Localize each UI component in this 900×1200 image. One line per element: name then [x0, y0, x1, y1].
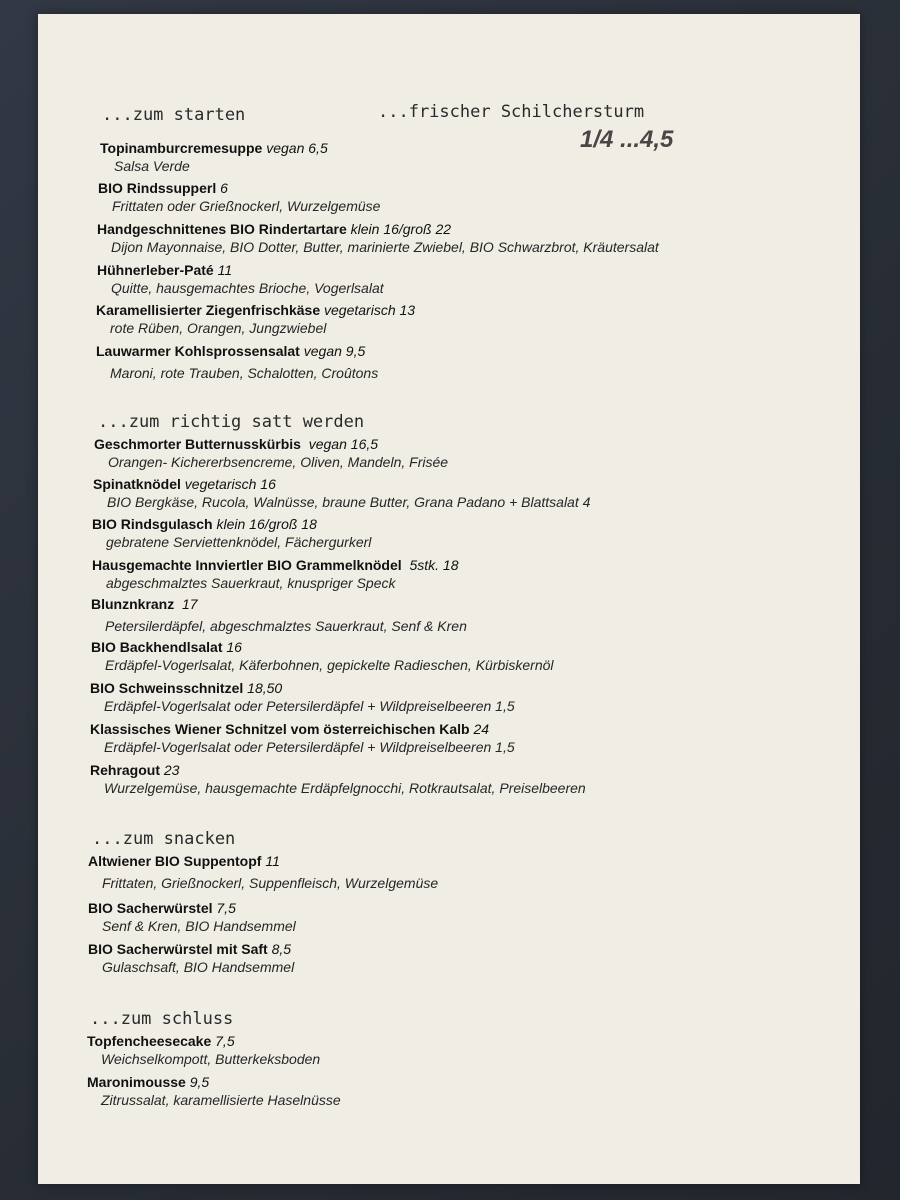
item-price: 9,5 [189, 1074, 210, 1090]
item-price: 6 [220, 180, 228, 196]
item-price: 16/groß 18 [249, 516, 317, 532]
item-description: Wurzelgemüse, hausgemachte Erdäpfelgnocchi, Rotkrautsalat, Preiselbeeren [104, 780, 586, 796]
list-item [88, 853, 438, 891]
item-price: 6,5 [308, 140, 328, 156]
item-name: Handgeschnittenes BIO Rindertartare [97, 221, 347, 237]
wine-heading: ...frischer Schilchersturm [378, 102, 645, 122]
item-name: Rehragout [90, 762, 160, 778]
item-description: Erdäpfel-Vogerlsalat oder Petersilerdäpfel + Wildpreiselbeeren 1,5 [104, 698, 515, 714]
item-price: 16 [260, 476, 276, 492]
item-description: Frittaten, Grießnockerl, Suppenfleisch, Wurzelgemüse [102, 875, 439, 891]
item-name: Lauwarmer Kohlsprossensalat [96, 343, 300, 359]
item-price: 9,5 [345, 343, 366, 359]
item-description: Zitrussalat, karamellisierte Haselnüsse [101, 1092, 341, 1108]
item-name: BIO Rindssupperl [98, 180, 217, 196]
item-name: Hühnerleber-Paté [97, 262, 214, 278]
list-item [97, 221, 659, 255]
item-description: Frittaten oder Grießnockerl, Wurzelgemüse [112, 198, 381, 214]
item-note: 5stk. [409, 557, 440, 573]
item-note: vegan [303, 343, 342, 359]
item-description: Petersilerdäpfel, abgeschmalztes Sauerkraut, Senf & Kren [105, 618, 467, 634]
item-description: Orangen- Kichererbsencreme, Oliven, Mandeln, Frisée [108, 454, 449, 470]
wine-price: 1/4 ...4,5 [580, 126, 674, 153]
list-item [90, 762, 586, 796]
item-description: Erdäpfel-Vogerlsalat, Käferbohnen, gepickelte Radieschen, Kürbiskernöl [105, 657, 554, 673]
item-note: klein [350, 221, 380, 237]
item-description: Dijon Mayonnaise, BIO Dotter, Butter, marinierte Zwiebel, BIO Schwarzbrot, Kräutersalat [111, 239, 659, 255]
item-name: Blunznkranz [91, 596, 175, 612]
list-item [97, 262, 384, 296]
item-note: vegetarisch [324, 302, 396, 318]
item-name: Topfencheesecake [87, 1033, 212, 1049]
item-description: abgeschmalztes Sauerkraut, knuspriger Speck [106, 575, 396, 591]
list-item [90, 721, 515, 755]
item-description: Salsa Verde [114, 158, 190, 174]
item-name: Altwiener BIO Suppentopf [88, 853, 262, 869]
list-item [92, 557, 458, 591]
item-name: BIO Rindsgulasch [92, 516, 213, 532]
list-item [93, 476, 590, 510]
item-price: 7,5 [215, 1033, 235, 1049]
item-name: BIO Backhendlsalat [91, 639, 223, 655]
item-note: vegetarisch [184, 476, 257, 492]
item-name: Klassisches Wiener Schnitzel vom österreichischen Kalb [90, 721, 470, 737]
item-description: Senf & Kren, BIO Handsemmel [102, 918, 296, 934]
item-name: Topinamburcremesuppe [100, 140, 263, 156]
section-heading-snacken: ...zum snacken [92, 829, 236, 849]
item-name: Maronimousse [87, 1074, 186, 1090]
item-note: klein [216, 516, 246, 532]
item-description: Erdäpfel-Vogerlsalat oder Petersilerdäpfel + Wildpreiselbeeren 1,5 [104, 739, 515, 755]
list-item [96, 302, 415, 336]
item-description: Maroni, rote Trauben, Schalotten, Croûtons [110, 365, 379, 381]
item-description: BIO Bergkäse, Rucola, Walnüsse, braune Butter, Grana Padano + Blattsalat 4 [107, 494, 591, 510]
item-name: BIO Sacherwürstel mit Saft [88, 941, 268, 957]
item-name: Hausgemachte Innviertler BIO Grammelknödel [92, 557, 402, 573]
list-item [94, 436, 448, 470]
list-item [91, 596, 467, 634]
item-price: 18 [442, 557, 459, 573]
section-heading-satt: ...zum richtig satt werden [98, 412, 365, 432]
item-price: 7,5 [216, 900, 236, 916]
item-name: Geschmorter Butternusskürbis [94, 436, 301, 452]
item-description: Quitte, hausgemachtes Brioche, Vogerlsalat [111, 280, 384, 296]
item-price: 8,5 [271, 941, 292, 957]
item-price: 16 [226, 639, 242, 655]
item-description: rote Rüben, Orangen, Jungzwiebel [110, 320, 327, 336]
list-item [98, 180, 380, 214]
section-heading-starten: ...zum starten [102, 105, 246, 125]
item-price: 18,50 [247, 680, 283, 696]
list-item [92, 516, 371, 550]
item-description: Weichselkompott, Butterkeksboden [101, 1051, 321, 1067]
item-note: vegan [266, 140, 305, 156]
list-item [91, 639, 554, 673]
item-price: 23 [163, 762, 180, 778]
item-price: 11 [265, 853, 280, 869]
item-price: 13 [399, 302, 416, 318]
item-price: 16,5 [350, 436, 379, 452]
list-item [87, 1074, 341, 1108]
item-note: vegan [308, 436, 347, 452]
item-price: 11 [217, 262, 233, 278]
item-price: 16/groß 22 [383, 221, 452, 237]
item-name: BIO Sacherwürstel [88, 900, 213, 916]
section-heading-schluss: ...zum schluss [90, 1009, 234, 1029]
item-description: gebratene Serviettenknödel, Fächergurkerl [106, 534, 372, 550]
list-item [88, 900, 296, 934]
list-item [96, 343, 378, 381]
list-item [100, 140, 328, 174]
item-name: Spinatknödel [93, 476, 181, 492]
item-price: 24 [473, 721, 490, 737]
item-name: Karamellisierter Ziegenfrischkäse [96, 302, 321, 318]
item-description: Gulaschsaft, BIO Handsemmel [102, 959, 295, 975]
list-item [87, 1033, 320, 1067]
list-item [90, 680, 515, 714]
menu-card [38, 14, 860, 1184]
item-price: 17 [182, 596, 198, 612]
list-item [88, 941, 294, 975]
item-name: BIO Schweinsschnitzel [90, 680, 244, 696]
